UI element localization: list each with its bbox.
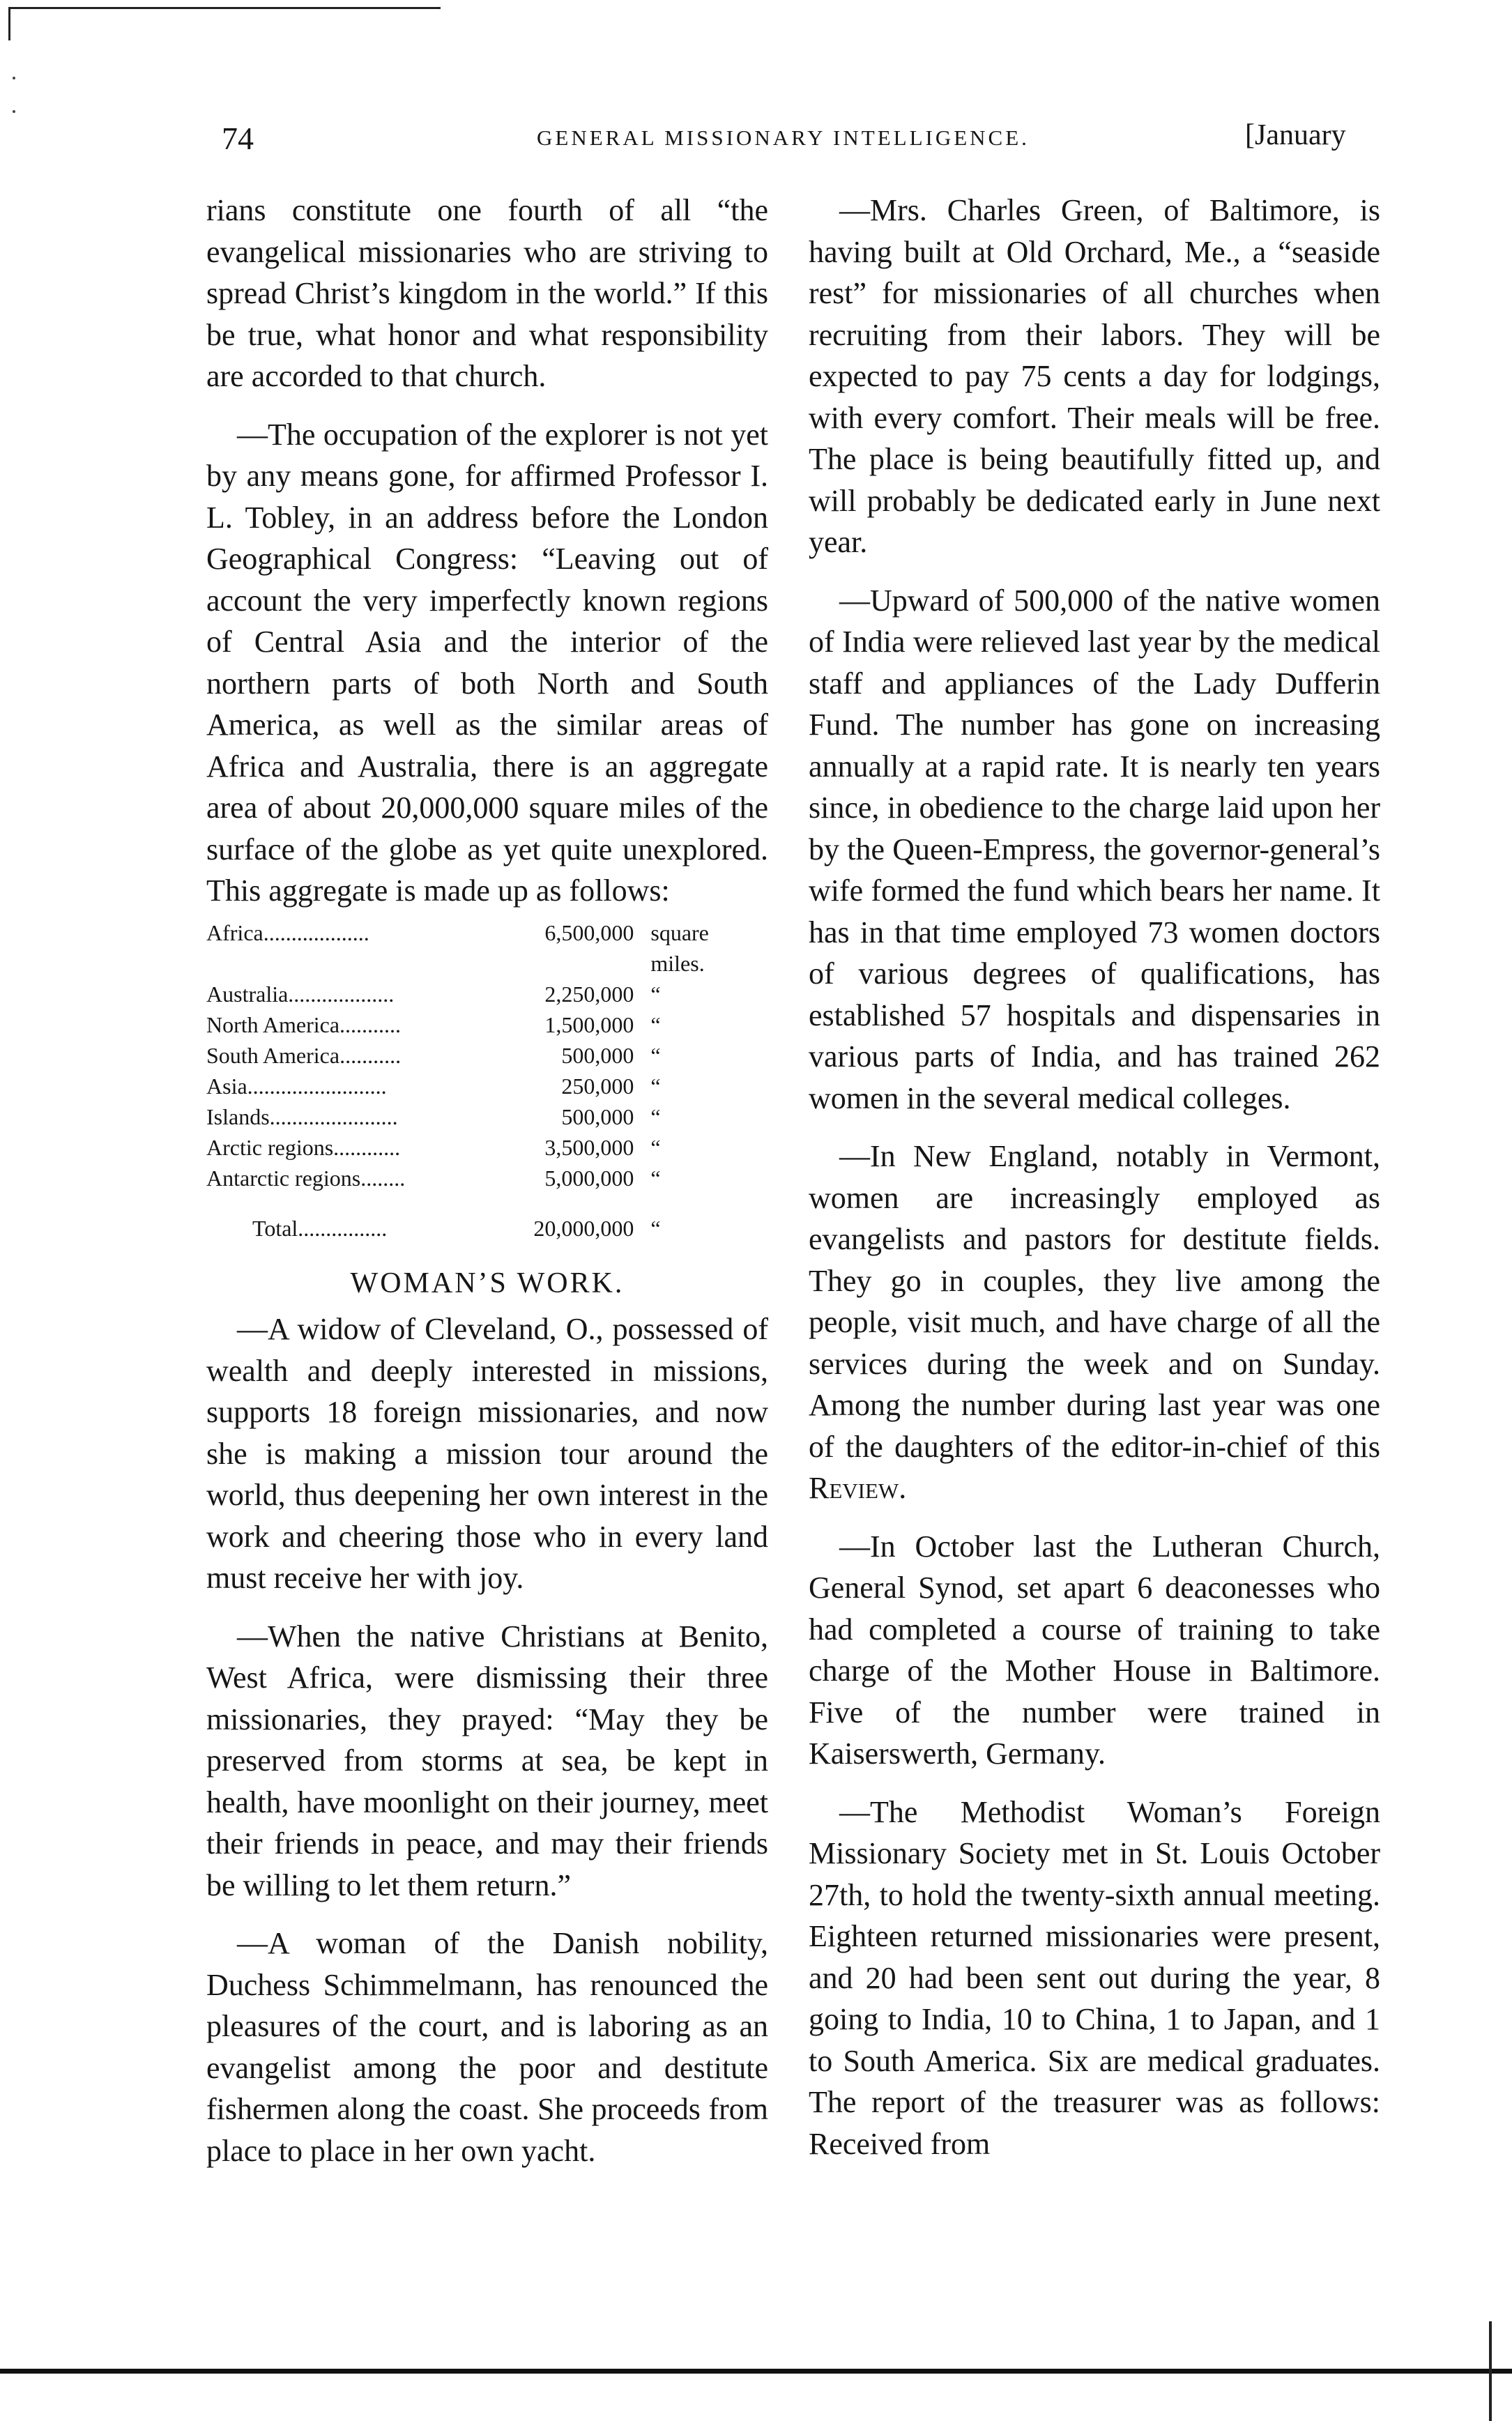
review-title: Review. [809, 1471, 907, 1505]
paragraph: —A widow of Cleveland, O., possessed of wealth and deeply interested in missions, supports 18 foreign missionaries, and now she is making a mission tour around the world, thus deepening her own interest in the work and cheering those who in every land must receive her with joy. [206, 1312, 768, 1595]
region-area: 6,500,000 [544, 919, 634, 945]
region-name: Asia......................... [206, 1073, 387, 1099]
running-title: GENERAL MISSIONARY INTELLIGENCE. [537, 125, 1030, 150]
region-area: 1,500,000 [544, 1011, 634, 1037]
area-unit: “ [650, 1215, 661, 1241]
section-heading: WOMAN’S WORK. [350, 1267, 625, 1299]
unexplored-area-table [206, 917, 768, 1244]
area-unit: square miles. [650, 919, 709, 976]
table-row [206, 1163, 768, 1193]
page-number: 74 [222, 121, 254, 156]
total-label: Total................ [252, 1215, 388, 1241]
paragraph: rians constitute one fourth of all “the evangelical missionaries who are striving to spread Christ’s kingdom in the world.” If this be true, what honor and what responsibility are accorded to that church. [206, 193, 768, 393]
region-name: South America........... [206, 1042, 402, 1068]
paragraph: —Mrs. Charles Green, of Baltimore, is having built at Old Orchard, Me., a “seaside rest” for missionaries of all churches when recruiting from their labors. They will be expected to pay 75 cents a day for lodgings, with every comfort. Their meals will be free. The place is being beautifully fitted up, and will probably be dedicated early in June next year. [809, 193, 1380, 559]
area-unit: “ [650, 1103, 661, 1129]
region-name: Islands....................... [206, 1103, 398, 1129]
table-row [206, 1040, 768, 1071]
region-name: Arctic regions............ [206, 1134, 401, 1160]
bottom-scan-edge [0, 2369, 1512, 2374]
scan-speck [13, 77, 15, 79]
region-area: 500,000 [561, 1042, 634, 1068]
paragraph: —Upward of 500,000 of the native women of India were relieved last year by the medical staff and appliances of the Lady Dufferin Fund. The number has gone on increasing annually at a rapid rate. It is nearly ten years since, in obedience to the charge laid upon her by the Queen-Empress, the governor-general’s wife formed the fund which bears her name. It has in that time employed 73 women doctors of various degrees of qualifications, has established 57 hospitals and dispensaries in various parts of India, and has trained 262 women in the several medical colleges. [809, 583, 1380, 1115]
region-area: 5,000,000 [544, 1165, 634, 1191]
table-total-row [206, 1193, 768, 1244]
scan-corner-mark-horizontal [8, 7, 441, 9]
table-row [206, 917, 768, 979]
region-area: 250,000 [561, 1073, 634, 1099]
region-name: Australia................... [206, 981, 395, 1007]
table-row [206, 1132, 768, 1163]
area-unit: “ [650, 1011, 661, 1037]
area-unit: “ [650, 981, 661, 1007]
total-area: 20,000,000 [533, 1215, 634, 1241]
scan-corner-mark-vertical [8, 7, 10, 40]
area-unit: “ [650, 1073, 661, 1099]
area-unit: “ [650, 1134, 661, 1160]
table-row [206, 979, 768, 1009]
area-unit: “ [650, 1165, 661, 1191]
region-name: Africa................... [206, 919, 369, 945]
region-name: Antarctic regions........ [206, 1165, 406, 1191]
paragraph: —The occupation of the explorer is not yet by any means gone, for affirmed Professor I. L. Tobley, in an address before the London Geographical Congress: “Leaving out of account the very imperfectly known regions of Central Asia and the interior of the northern parts of both North and South America, as well as the similar areas of Africa and Australia, there is an aggregate area of about 20,000,000 square miles of the surface of the globe as yet quite unexplored. This aggregate is made up as follows: [206, 417, 768, 908]
region-area: 2,250,000 [544, 981, 634, 1007]
paragraph: —In October last the Lutheran Church, General Synod, set apart 6 deaconesses who had completed a course of training to take charge of the Mother House in Baltimore. Five of the number were trained in Kaiserswerth, Germany. [809, 1529, 1380, 1771]
region-name: North America........... [206, 1011, 402, 1037]
scan-speck [13, 110, 15, 113]
running-date: [January [1245, 119, 1346, 151]
left-column [206, 190, 768, 2188]
area-unit: “ [650, 1042, 661, 1068]
table-row [206, 1071, 768, 1101]
paragraph [809, 1136, 1380, 1509]
right-column [809, 190, 1380, 2181]
region-area: 3,500,000 [544, 1134, 634, 1160]
table-row [206, 1009, 768, 1040]
paragraph: —When the native Christians at Benito, West Africa, were dismissing their three missionaries, they prayed: “May they be preserved from storms at sea, be kept in health, have moonlight on their journey, meet their friends in peace, and may their friends be willing to let them return.” [206, 1619, 768, 1902]
paragraph: —The Methodist Woman’s Foreign Missionary Society met in St. Louis October 27th, to hold the twenty-sixth annual meeting. Eighteen returned missionaries were present, and 20 had been sent out during the year, 8 going to India, 10 to China, 1 to Japan, and 1 to South America. Six are medical graduates. The report of the treasurer was as follows: Received from [809, 1794, 1380, 2161]
right-scan-edge [1489, 2321, 1492, 2421]
region-area: 500,000 [561, 1103, 634, 1129]
paragraph-text: —In New England, notably in Vermont, women are increasingly employed as evangelists and pastors for destitute fields. They go in couples, they live among the people, visit much, and have charge of all the services during the week and on Sunday. Among the number during last year was one of the daughters of the editor-in-chief of this [809, 1139, 1380, 1464]
table-row [206, 1101, 768, 1132]
paragraph: —A woman of the Danish nobility, Duchess Schimmelmann, has renounced the pleasures of the court, and is laboring as an evangelist among the poor and destitute fishermen along the coast. She proceeds from place to place in her own yacht. [206, 1926, 768, 2168]
